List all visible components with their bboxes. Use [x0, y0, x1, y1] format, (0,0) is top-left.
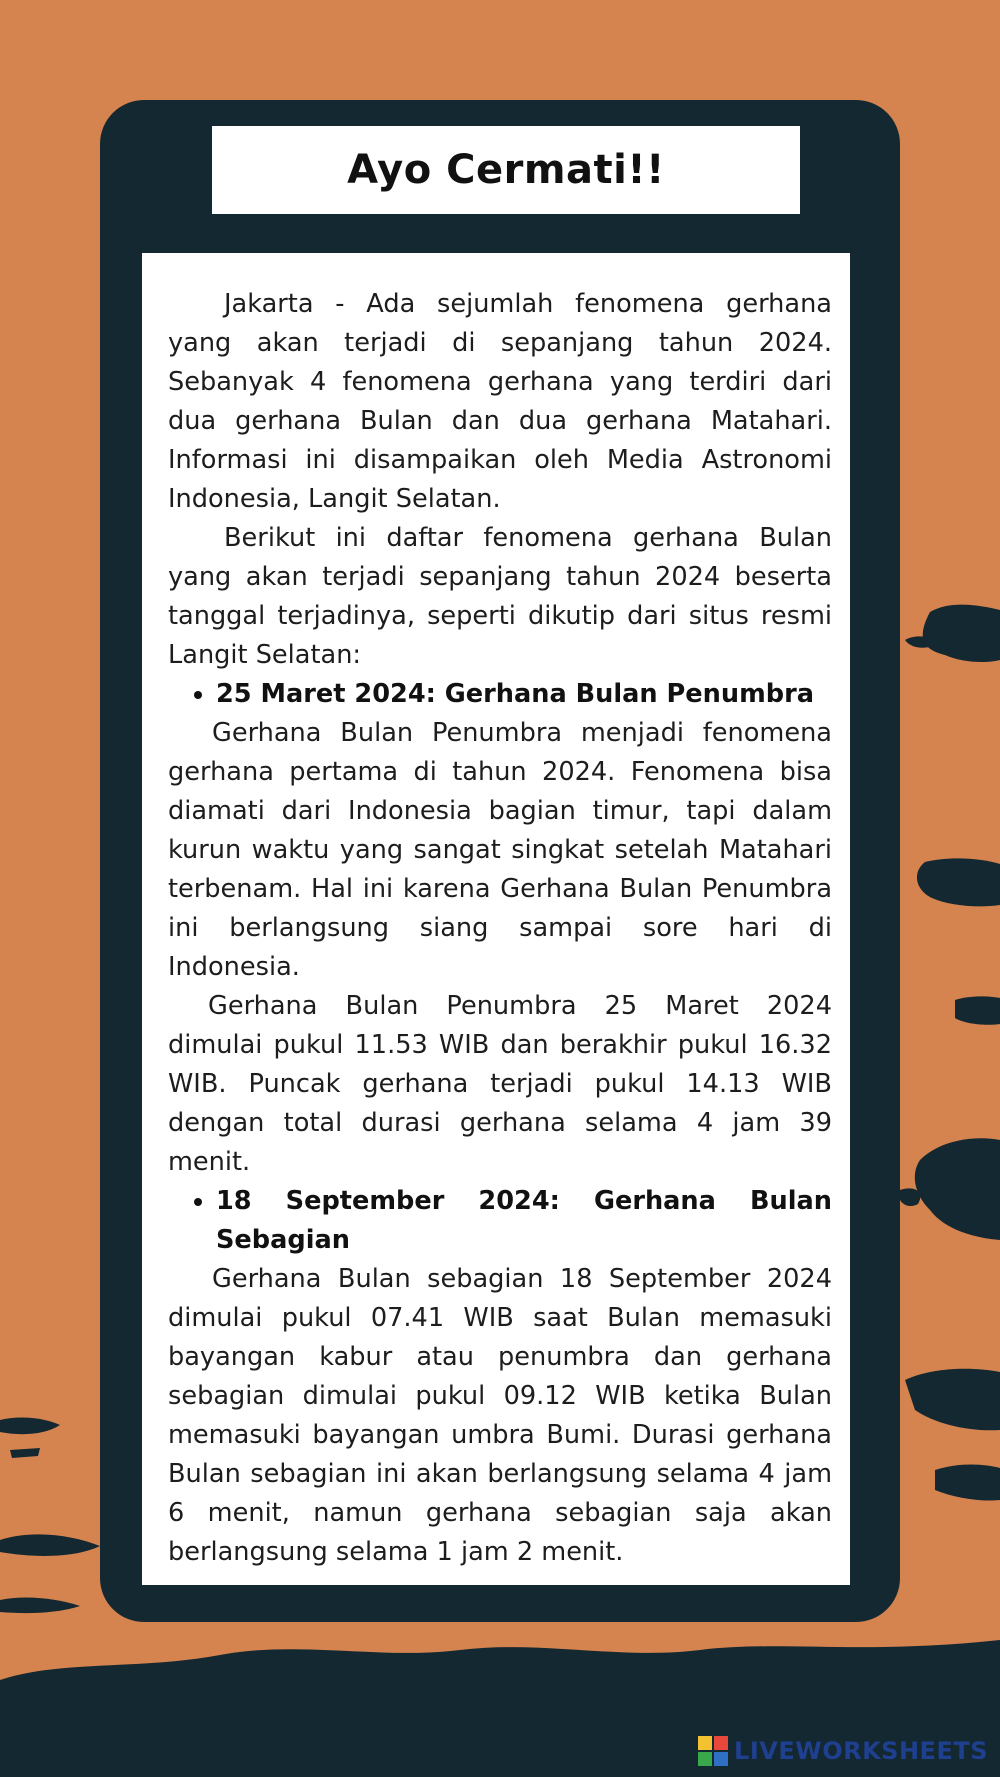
- liveworksheets-watermark: [698, 1736, 988, 1766]
- event-list-1: [168, 675, 832, 714]
- event-list-2: [168, 1182, 832, 1260]
- event-heading: • 18 September 2024: Gerhana Bulan Sebagian: [216, 1182, 832, 1260]
- page-title: Ayo Cermati!!: [347, 147, 665, 193]
- event-paragraph: Gerhana Bulan Penumbra menjadi fenomena gerhana pertama di tahun 2024. Fenomena bisa diamati dari Indonesia bagian timur, tapi dalam kurun waktu yang sangat singkat setelah Matahari terbenam. Hal ini karena Gerhana Bulan Penumbra ini berlangsung siang sampai sore hari di Indonesia.: [168, 718, 832, 982]
- intro-paragraph: Jakarta - Ada sejumlah fenomena gerhana yang akan terjadi di sepanjang tahun 2024. Sebanyak 4 fenomena gerhana yang terdiri dari dua gerhana Bulan dan dua gerhana Matahari. Informasi ini disampaikan oleh Media Astronomi Indonesia, Langit Selatan.: [168, 289, 832, 514]
- event-heading: • 25 Maret 2024: Gerhana Bulan Penumbra: [216, 675, 832, 714]
- article-panel: [142, 253, 850, 1585]
- lead-paragraph: Berikut ini daftar fenomena gerhana Bulan yang akan terjadi sepanjang tahun 2024 beserta tanggal terjadinya, seperti dikutip dari situs resmi Langit Selatan:: [168, 523, 832, 670]
- event-paragraph: Gerhana Bulan sebagian 18 September 2024 dimulai pukul 07.41 WIB saat Bulan memasuki bayangan kabur atau penumbra dan gerhana sebagian dimulai pukul 09.12 WIB ketika Bulan memasuki bayangan umbra Bumi. Durasi gerhana Bulan sebagian ini akan berlangsung selama 4 jam 6 menit, namun gerhana sebagian saja akan berlangsung selama 1 jam 2 menit.: [168, 1264, 832, 1567]
- title-banner: [212, 126, 800, 214]
- brand-name: LIVEWORKSHEETS: [734, 1737, 988, 1765]
- liveworksheets-logo-icon: [698, 1736, 728, 1766]
- event-paragraph: Gerhana Bulan Penumbra 25 Maret 2024 dimulai pukul 11.53 WIB dan berakhir pukul 16.32 WIB. Puncak gerhana terjadi pukul 14.13 WIB dengan total durasi gerhana selama 4 jam 39 menit.: [168, 991, 832, 1177]
